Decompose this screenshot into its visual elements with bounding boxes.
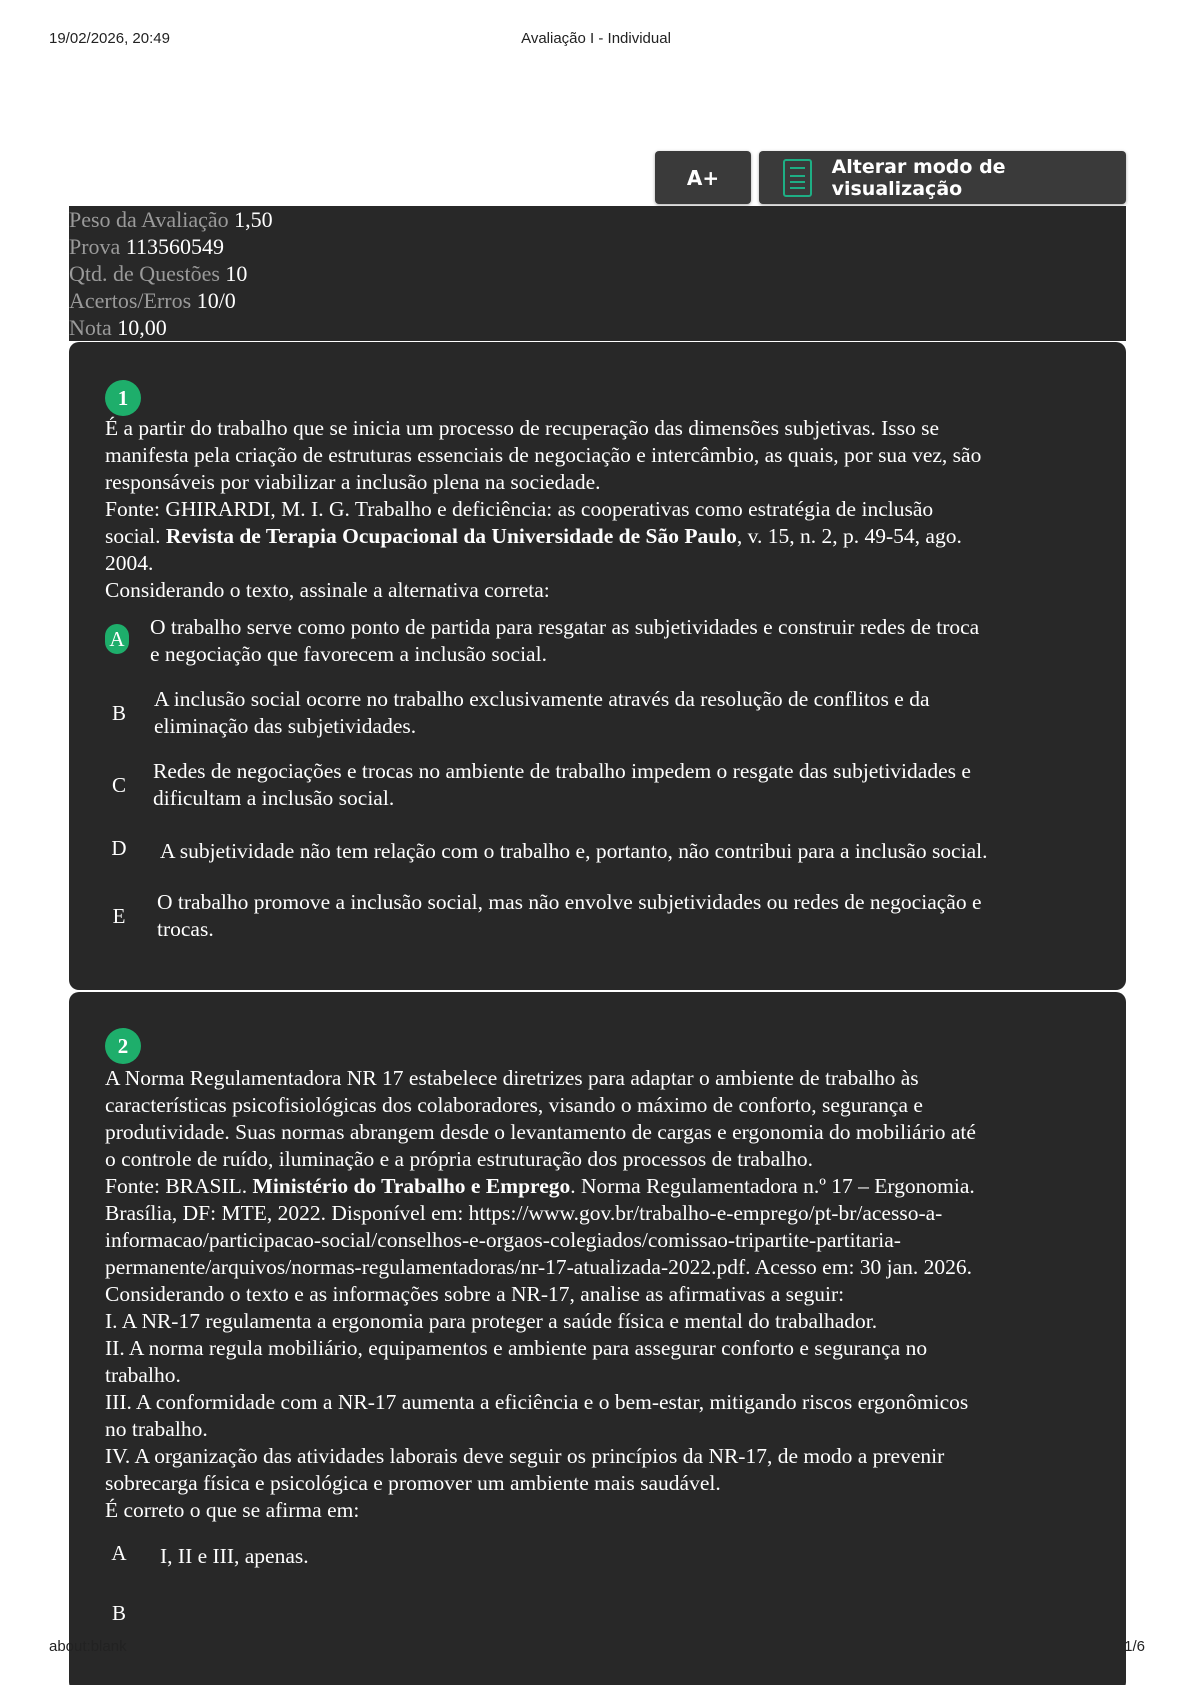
- citation-publisher: Ministério do Trabalho e Emprego: [252, 1174, 571, 1198]
- summary-row-nota: [69, 314, 1126, 341]
- option-text-line: A inclusão social ocorre no trabalho exclusivamente através da resolução de conflitos e da: [154, 687, 930, 711]
- summary-value: 113560549: [125, 234, 225, 259]
- statement-line: Considerando o texto e as informações sobre a NR-17, analise as afirmativas a seguir:: [105, 1282, 845, 1306]
- option-text-line: O trabalho serve como ponto de partida para resgatar as subjetividades e construir redes de troca: [150, 615, 980, 639]
- statement-line: trabalho.: [105, 1363, 181, 1387]
- option-letter: A: [111, 1541, 127, 1565]
- statement-line: Fonte: GHIRARDI, M. I. G. Trabalho e deficiência: as cooperativas como estratégia de inclusão: [105, 497, 934, 521]
- option-text-line: trocas.: [157, 917, 214, 941]
- view-mode-button[interactable]: [759, 151, 1126, 204]
- option-letter: B: [111, 701, 126, 725]
- summary-row-prova: [69, 233, 1126, 260]
- statement-line: Considerando o texto, assinale a alternativa correta:: [105, 578, 550, 602]
- summary-value: 1,50: [234, 207, 273, 232]
- statement-line: I. A NR-17 regulamenta a ergonomia para proteger a saúde física e mental do trabalhador.: [105, 1309, 878, 1333]
- citation-text: . Norma Regulamentadora n.º 17 – Ergonomia.: [570, 1174, 975, 1198]
- statement-line: II. A norma regula mobiliário, equipamentos e ambiente para assegurar conforto e segurança no: [105, 1336, 928, 1360]
- summary-label: Acertos/Erros: [69, 288, 192, 313]
- statement-line: produtividade. Suas normas abrangem desde o levantamento de cargas e ergonomia do mobiliário até: [105, 1120, 976, 1144]
- statement-line: informacao/participacao-social/conselhos-e-orgaos-colegiados/comissao-tripartite-partitaria-: [105, 1228, 901, 1252]
- option-letter-selected: A: [105, 624, 129, 654]
- citation-journal: Revista de Terapia Ocupacional da Universidade de São Paulo: [165, 524, 737, 548]
- question-statement: [105, 415, 1105, 604]
- view-mode-label: Alterar modo de visualização: [831, 155, 1006, 200]
- statement-line: 2004.: [105, 551, 154, 575]
- statement-line: III. A conformidade com a NR-17 aumenta a eficiência e o bem-estar, mitigando riscos ergonômicos: [105, 1390, 969, 1414]
- question-card-2: [69, 992, 1126, 1685]
- option-letter: D: [111, 836, 127, 860]
- option-text-line: dificultam a inclusão social.: [153, 786, 395, 810]
- option-text: [160, 838, 987, 865]
- citation-text: social.: [105, 524, 161, 548]
- option-text-line: O trabalho promove a inclusão social, mas não envolve subjetividades ou redes de negociação e: [157, 890, 982, 914]
- statement-line: É a partir do trabalho que se inicia um processo de recuperação das dimensões subjetivas. Isso se: [105, 416, 940, 440]
- statement-line: permanente/arquivos/normas-regulamentadoras/nr-17-atualizada-2022.pdf. Acesso em: 30 jan. 2026.: [105, 1255, 973, 1279]
- option-text-line: I, II e III, apenas.: [160, 1544, 309, 1568]
- summary-label: Qtd. de Questões: [69, 261, 220, 286]
- summary-label: Nota: [69, 315, 112, 340]
- statement-line: Brasília, DF: MTE, 2022. Disponível em: https://www.gov.br/trabalho-e-emprego/pt-br/acesso-a-: [105, 1201, 943, 1225]
- print-page-title: Avaliação I - Individual: [521, 30, 671, 47]
- statement-line: A Norma Regulamentadora NR 17 estabelece diretrizes para adaptar o ambiente de trabalho às: [105, 1066, 919, 1090]
- statement-line: o controle de ruído, iluminação e a própria estruturação dos processos de trabalho.: [105, 1147, 814, 1171]
- question-number-badge: 2: [105, 1028, 141, 1064]
- summary-value: 10/0: [196, 288, 236, 313]
- print-page-number: 1/6: [1124, 1638, 1145, 1655]
- exam-summary: [69, 206, 1126, 341]
- summary-value: 10,00: [117, 315, 167, 340]
- statement-line: sobrecarga física e psicológica e promover um ambiente mais saudável.: [105, 1471, 721, 1495]
- statement-line: no trabalho.: [105, 1417, 208, 1441]
- citation-text: Fonte: BRASIL.: [105, 1174, 248, 1198]
- statement-line: IV. A organização das atividades laborais deve seguir os princípios da NR-17, de modo a prevenir: [105, 1444, 945, 1468]
- summary-label: Prova: [69, 234, 121, 259]
- print-datetime: 19/02/2026, 20:49: [49, 30, 170, 47]
- option-letter: E: [112, 904, 126, 928]
- option-text: [150, 614, 979, 668]
- question-number-badge: 1: [105, 380, 141, 416]
- question-card-1: [69, 342, 1126, 990]
- option-letter: B: [111, 1601, 126, 1625]
- statement-line: [105, 523, 1105, 550]
- question-statement: [105, 1065, 1105, 1524]
- option-text-line: A subjetividade não tem relação com o trabalho e, portanto, não contribui para a inclusão social.: [160, 839, 988, 863]
- print-footer: [0, 1638, 1192, 1658]
- statement-line: responsáveis por viabilizar a inclusão plena na sociedade.: [105, 470, 601, 494]
- option-text: [153, 758, 971, 812]
- print-header: [0, 30, 1192, 50]
- citation-text: , v. 15, n. 2, p. 49-54, ago.: [736, 524, 962, 548]
- statement-line: manifesta pela criação de estruturas essenciais de negociação e intercâmbio, as quais, por sua vez, são: [105, 443, 982, 467]
- summary-row-peso: [69, 206, 1126, 233]
- statement-line: [105, 1173, 1105, 1200]
- summary-value: 10: [225, 261, 248, 286]
- document-view-icon: [783, 159, 812, 197]
- summary-label: Peso da Avaliação: [69, 207, 229, 232]
- statement-line: características psicofisiológicas dos colaboradores, visando o máximo de conforto, segurança e: [105, 1093, 923, 1117]
- option-text-line: Redes de negociações e trocas no ambiente de trabalho impedem o resgate das subjetividades e: [153, 759, 971, 783]
- summary-row-qtd: [69, 260, 1126, 287]
- summary-row-acertos: [69, 287, 1126, 314]
- print-url: about:blank: [49, 1638, 127, 1655]
- statement-line: É correto o que se afirma em:: [105, 1498, 360, 1522]
- option-text: [160, 1543, 309, 1570]
- option-text-line: eliminação das subjetividades.: [154, 714, 417, 738]
- option-letter: C: [111, 773, 126, 797]
- font-size-increase-button[interactable]: A+: [655, 151, 751, 204]
- option-text: [154, 686, 930, 740]
- option-text: [157, 889, 982, 943]
- option-text-line: e negociação que favorecem a inclusão social.: [150, 642, 547, 666]
